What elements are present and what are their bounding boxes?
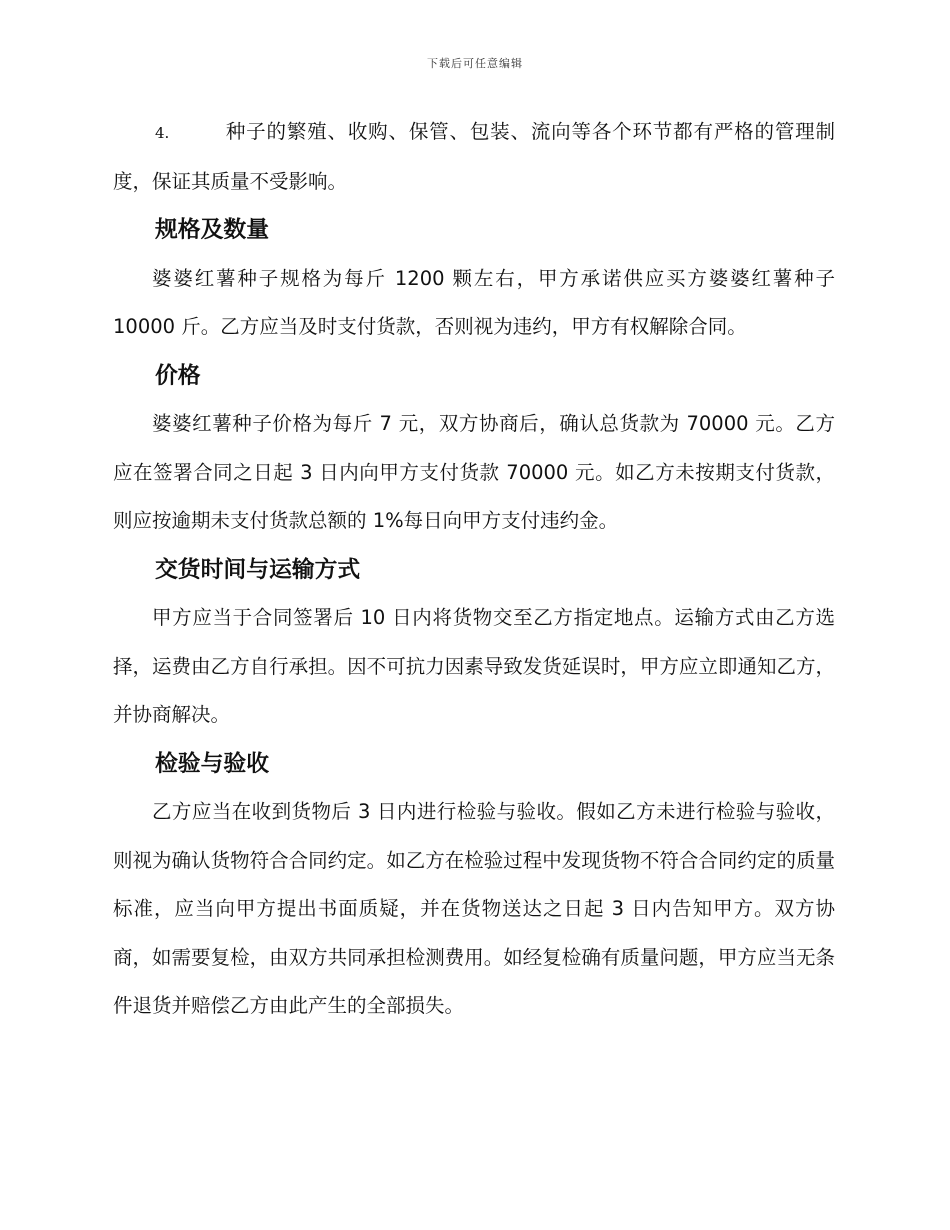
section-heading-spec: 规格及数量 [155, 217, 269, 243]
section-heading-price: 价格 [155, 362, 201, 389]
section-body-spec: 婆婆红薯种子规格为每斤 1200 颗左右，甲方承诺供应买方婆婆红薯种子 10000 斤。乙方应当及时支付货款，否则视为违约，甲方有权解除合同。 [113, 266, 835, 338]
document-content [113, 108, 835, 1031]
list-item [113, 108, 835, 206]
section-body-inspection: 乙方应当在收到货物后 3 日内进行检验与验收。假如乙方未进行检验与验收，则视为确认货物符合合同约定。如乙方在检验过程中发现货物不符合合同约定的质量标准，应当向甲方提出书面质疑，并在货物送达之日起 3 日内告知甲方。双方协商，如需要复检，由双方共同承担检测费用。如经复检确有质量问题，甲方应当无条件退货并赔偿乙方由此产生的全部损失。 [113, 800, 835, 1017]
section-heading-delivery: 交货时间与运输方式 [155, 556, 361, 583]
section-body-delivery: 甲方应当于合同签署后 10 日内将货物交至乙方指定地点。运输方式由乙方选择，运费由乙方自行承担。因不可抗力因素导致发货延误时，甲方应立即通知乙方，并协商解决。 [113, 606, 835, 726]
header-note: 下载后可任意编辑 [427, 57, 523, 70]
section-body-price: 婆婆红薯种子价格为每斤 7 元，双方协商后，确认总货款为 70000 元。乙方应在签署合同之日起 3 日内向甲方支付货款 70000 元。如乙方未按期支付货款，则应按逾期未支付货款总额的 1%每日向甲方支付违约金。 [113, 412, 835, 532]
list-number: 4. [155, 124, 170, 142]
list-item-text: 种子的繁殖、收购、保管、包装、流向等各个环节都有严格的管理制度，保证其质量不受影响。 [113, 120, 835, 193]
section-heading-inspection: 检验与验收 [155, 750, 269, 777]
